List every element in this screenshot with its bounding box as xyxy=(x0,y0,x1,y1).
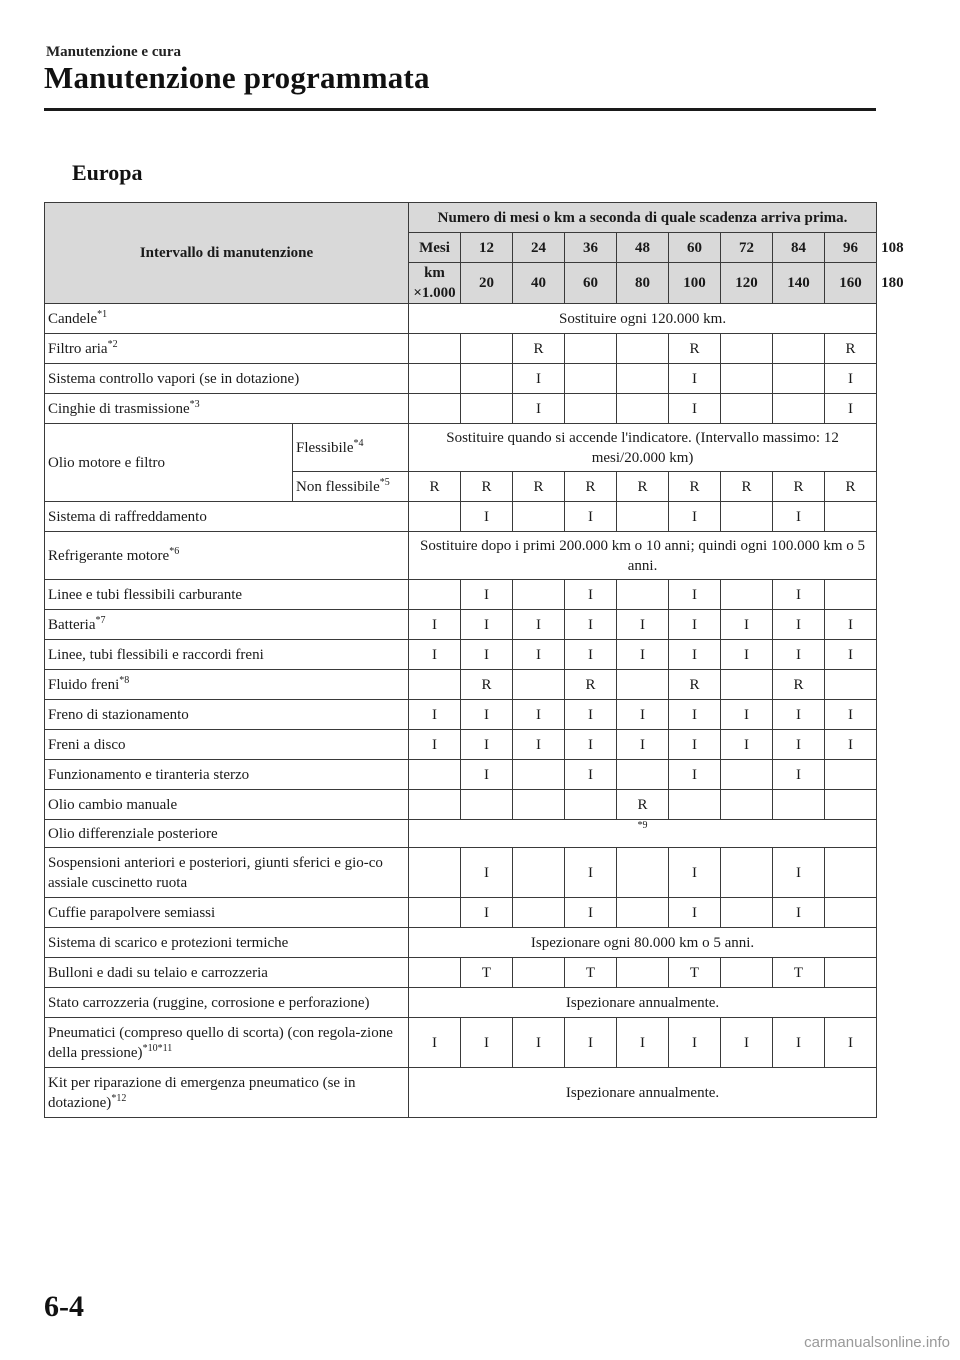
item-label xyxy=(45,394,409,424)
schedule-cell xyxy=(721,848,773,898)
page-number: 6-4 xyxy=(44,1290,84,1323)
schedule-cell: I xyxy=(669,610,721,640)
schedule-cell xyxy=(513,502,565,532)
schedule-cell xyxy=(513,670,565,700)
schedule-cell: I xyxy=(825,700,877,730)
schedule-cell xyxy=(513,958,565,988)
schedule-cell: I xyxy=(617,730,669,760)
schedule-cell: I xyxy=(721,610,773,640)
month-cell: 60 xyxy=(669,233,721,263)
table-row xyxy=(45,988,877,1018)
footnote-ref: *3 xyxy=(189,398,200,410)
schedule-cell xyxy=(773,334,825,364)
table-row xyxy=(45,848,877,898)
item-label-text: Refrigerante motore xyxy=(48,547,170,564)
footnote-ref: *8 xyxy=(119,674,130,686)
schedule-cell xyxy=(721,394,773,424)
table-row xyxy=(45,532,877,580)
footnote-ref: *6 xyxy=(169,545,180,557)
watermark: carmanualsonline.info xyxy=(804,1334,950,1351)
schedule-cell: I xyxy=(669,640,721,670)
schedule-cell: I xyxy=(617,1018,669,1068)
schedule-cell: I xyxy=(409,640,461,670)
schedule-cell: I xyxy=(565,610,617,640)
item-label xyxy=(45,848,409,898)
month-cell: 48 xyxy=(617,233,669,263)
schedule-cell: I xyxy=(461,580,513,610)
schedule-cell xyxy=(617,394,669,424)
footnote-ref: *4 xyxy=(353,437,364,449)
schedule-cell xyxy=(825,790,877,820)
footnote-ref: *2 xyxy=(107,338,118,350)
schedule-cell: I xyxy=(461,898,513,928)
schedule-cell: R xyxy=(669,670,721,700)
schedule-cell: I xyxy=(461,1018,513,1068)
item-label-text: Fluido freni xyxy=(48,676,120,693)
schedule-cell: R xyxy=(825,334,877,364)
schedule-cell: I xyxy=(669,364,721,394)
item-label xyxy=(45,1018,409,1068)
table-row xyxy=(45,928,877,958)
km-cell: 140 xyxy=(773,263,825,304)
schedule-cell: I xyxy=(513,640,565,670)
schedule-cell xyxy=(565,364,617,394)
schedule-cell: R xyxy=(617,790,669,820)
schedule-cell: I xyxy=(825,394,877,424)
schedule-cell: I xyxy=(825,730,877,760)
schedule-cell: R xyxy=(669,472,721,502)
schedule-cell xyxy=(617,958,669,988)
month-cell: 36 xyxy=(565,233,617,263)
item-label xyxy=(45,640,409,670)
schedule-cell: T xyxy=(565,958,617,988)
table-row xyxy=(45,790,877,820)
table-row xyxy=(45,610,877,640)
schedule-cell xyxy=(825,502,877,532)
page-title: Manutenzione programmata xyxy=(44,60,430,95)
schedule-cell: I xyxy=(565,730,617,760)
item-label-text: Candele xyxy=(48,310,98,327)
schedule-cell: R xyxy=(513,334,565,364)
item-label xyxy=(45,820,409,848)
schedule-cell: I xyxy=(669,1018,721,1068)
month-cell: 72 xyxy=(721,233,773,263)
schedule-cell: I xyxy=(773,1018,825,1068)
table-row xyxy=(45,820,877,848)
schedule-cell: I xyxy=(721,700,773,730)
span-cell xyxy=(409,820,877,848)
schedule-cell: R xyxy=(773,670,825,700)
table-row xyxy=(45,640,877,670)
schedule-cell xyxy=(773,790,825,820)
schedule-cell: I xyxy=(773,760,825,790)
item-label-text: Batteria xyxy=(48,616,96,633)
schedule-cell: I xyxy=(773,640,825,670)
month-cell: 12 xyxy=(461,233,513,263)
table-header xyxy=(45,203,904,304)
km-cell: 160 xyxy=(825,263,877,304)
schedule-cell xyxy=(409,958,461,988)
schedule-cell: I xyxy=(513,1018,565,1068)
schedule-cell: T xyxy=(773,958,825,988)
item-label xyxy=(45,1068,409,1118)
sub-label-text: Non flessibile xyxy=(296,478,380,495)
km-cell: 100 xyxy=(669,263,721,304)
item-label-text: Kit per riparazione di emergenza pneumatico (se in dotazione) xyxy=(48,1074,356,1111)
item-label xyxy=(45,670,409,700)
item-label xyxy=(45,928,409,958)
schedule-cell: I xyxy=(565,640,617,670)
item-label-text: Olio differenziale posteriore xyxy=(48,825,218,842)
schedule-cell: T xyxy=(669,958,721,988)
schedule-cell: I xyxy=(669,502,721,532)
schedule-cell: I xyxy=(825,1018,877,1068)
schedule-cell: I xyxy=(617,610,669,640)
schedule-cell: I xyxy=(409,1018,461,1068)
schedule-cell xyxy=(825,848,877,898)
schedule-cell xyxy=(617,760,669,790)
schedule-cell: I xyxy=(461,848,513,898)
table-row xyxy=(45,730,877,760)
schedule-cell xyxy=(721,670,773,700)
schedule-cell: I xyxy=(721,730,773,760)
schedule-cell: I xyxy=(773,898,825,928)
schedule-cell: I xyxy=(461,640,513,670)
maintenance-table xyxy=(44,202,904,1118)
schedule-cell: I xyxy=(669,700,721,730)
item-label xyxy=(45,760,409,790)
item-label xyxy=(45,700,409,730)
km-cell: 40 xyxy=(513,263,565,304)
schedule-cell: I xyxy=(825,364,877,394)
item-label xyxy=(45,580,409,610)
schedule-cell: I xyxy=(565,848,617,898)
km-cell: 60 xyxy=(565,263,617,304)
km-cell: 120 xyxy=(721,263,773,304)
schedule-cell: I xyxy=(565,580,617,610)
schedule-cell: I xyxy=(409,610,461,640)
schedule-cell xyxy=(409,670,461,700)
schedule-cell xyxy=(617,502,669,532)
schedule-cell: I xyxy=(461,610,513,640)
schedule-cell: I xyxy=(773,580,825,610)
table-row xyxy=(45,700,877,730)
item-label-text: Sospensioni anteriori e posteriori, giunti sferici e gio-co assiale cuscinetto ruota xyxy=(48,854,383,891)
schedule-cell xyxy=(721,898,773,928)
sub-label-text: Flessibile xyxy=(296,439,354,456)
table-body xyxy=(45,304,877,1118)
schedule-cell: I xyxy=(617,700,669,730)
schedule-cell: I xyxy=(773,610,825,640)
section-label: Manutenzione e cura xyxy=(46,44,181,60)
schedule-cell: I xyxy=(565,502,617,532)
sub-item-label xyxy=(293,424,409,472)
footnote-ref: *1 xyxy=(97,308,108,320)
schedule-cell xyxy=(513,580,565,610)
interval-header: Intervallo di manutenzione xyxy=(45,203,409,304)
schedule-cell xyxy=(721,502,773,532)
item-label xyxy=(45,730,409,760)
schedule-cell: I xyxy=(461,700,513,730)
schedule-cell: I xyxy=(825,640,877,670)
schedule-cell xyxy=(773,364,825,394)
item-label xyxy=(45,304,409,334)
schedule-cell: I xyxy=(461,502,513,532)
schedule-cell xyxy=(565,394,617,424)
schedule-cell xyxy=(617,670,669,700)
item-label xyxy=(45,790,409,820)
item-label xyxy=(45,610,409,640)
table-row xyxy=(45,304,877,334)
item-label-text: Filtro aria xyxy=(48,340,108,357)
table-row xyxy=(45,670,877,700)
footnote-ref: *9 xyxy=(637,820,648,831)
schedule-cell: I xyxy=(565,898,617,928)
footnote-ref: *10*11 xyxy=(142,1042,173,1054)
schedule-cell xyxy=(409,502,461,532)
schedule-cell: I xyxy=(721,1018,773,1068)
schedule-header: Numero di mesi o km a seconda di quale scadenza arriva prima. xyxy=(409,203,877,233)
item-label xyxy=(45,502,409,532)
schedule-cell: R xyxy=(825,472,877,502)
item-label-text: Cuffie parapolvere semiassi xyxy=(48,904,216,921)
schedule-cell xyxy=(617,334,669,364)
schedule-cell xyxy=(461,364,513,394)
schedule-cell: R xyxy=(565,670,617,700)
schedule-cell: R xyxy=(565,472,617,502)
schedule-cell xyxy=(513,848,565,898)
schedule-cell: R xyxy=(669,334,721,364)
schedule-cell: I xyxy=(669,898,721,928)
item-label: Olio motore e filtro xyxy=(45,424,293,502)
schedule-cell: R xyxy=(513,472,565,502)
schedule-cell: I xyxy=(773,700,825,730)
schedule-cell: T xyxy=(461,958,513,988)
schedule-cell: I xyxy=(773,848,825,898)
span-cell: Ispezionare annualmente. xyxy=(409,1068,877,1118)
schedule-cell xyxy=(409,364,461,394)
schedule-cell xyxy=(409,580,461,610)
schedule-cell: I xyxy=(669,848,721,898)
footnote-ref: *12 xyxy=(111,1092,127,1104)
item-label-text: Sistema controllo vapori (se in dotazione) xyxy=(48,370,300,387)
table-row xyxy=(45,760,877,790)
schedule-cell: R xyxy=(461,670,513,700)
schedule-cell xyxy=(669,790,721,820)
schedule-cell: I xyxy=(513,364,565,394)
schedule-cell xyxy=(409,760,461,790)
schedule-cell: I xyxy=(669,730,721,760)
title-rule xyxy=(44,108,876,111)
schedule-cell xyxy=(721,760,773,790)
schedule-cell: I xyxy=(513,610,565,640)
item-label xyxy=(45,364,409,394)
schedule-cell: I xyxy=(773,502,825,532)
schedule-cell xyxy=(513,898,565,928)
table-row xyxy=(45,364,877,394)
schedule-cell xyxy=(617,580,669,610)
table-row xyxy=(45,580,877,610)
schedule-cell xyxy=(825,898,877,928)
months-label: Mesi xyxy=(409,233,461,263)
schedule-cell xyxy=(721,790,773,820)
item-label-text: Pneumatici (compreso quello di scorta) (con regola-zione della pressione) xyxy=(48,1024,393,1061)
schedule-cell xyxy=(825,958,877,988)
schedule-cell xyxy=(721,364,773,394)
km-cell: 20 xyxy=(461,263,513,304)
km-row: km ×1.000 20 40 60 80 100 120 140 160 180 xyxy=(45,263,877,304)
schedule-cell xyxy=(617,898,669,928)
table-row xyxy=(45,394,877,424)
table-row xyxy=(45,1068,877,1118)
footnote-ref: *5 xyxy=(379,476,390,488)
table-row xyxy=(45,958,877,988)
month-cell: 84 xyxy=(773,233,825,263)
schedule-cell xyxy=(565,334,617,364)
footnote-ref: *7 xyxy=(95,614,106,626)
schedule-cell: I xyxy=(513,700,565,730)
schedule-cell xyxy=(721,580,773,610)
schedule-cell: I xyxy=(565,1018,617,1068)
km-label: km ×1.000 xyxy=(409,263,461,304)
schedule-cell xyxy=(825,760,877,790)
item-label-text: Linee e tubi flessibili carburante xyxy=(48,586,243,603)
schedule-cell xyxy=(773,394,825,424)
item-label xyxy=(45,334,409,364)
schedule-cell: I xyxy=(669,394,721,424)
schedule-cell xyxy=(409,898,461,928)
schedule-cell: I xyxy=(669,580,721,610)
span-cell: Ispezionare annualmente. xyxy=(409,988,877,1018)
schedule-cell: I xyxy=(409,700,461,730)
schedule-cell xyxy=(721,958,773,988)
schedule-cell xyxy=(461,394,513,424)
schedule-cell: R xyxy=(773,472,825,502)
schedule-cell: R xyxy=(721,472,773,502)
schedule-cell xyxy=(825,580,877,610)
schedule-cell: I xyxy=(617,640,669,670)
item-label-text: Bulloni e dadi su telaio e carrozzeria xyxy=(48,964,268,981)
schedule-cell: I xyxy=(565,700,617,730)
item-label-text: Sistema di raffreddamento xyxy=(48,508,207,525)
span-cell: Ispezionare ogni 80.000 km o 5 anni. xyxy=(409,928,877,958)
item-label-text: Funzionamento e tiranteria sterzo xyxy=(48,766,250,783)
schedule-cell xyxy=(513,790,565,820)
schedule-cell xyxy=(825,670,877,700)
item-label-text: Linee, tubi flessibili e raccordi freni xyxy=(48,646,264,663)
km-cell: 80 xyxy=(617,263,669,304)
schedule-cell: I xyxy=(461,730,513,760)
region-heading: Europa xyxy=(72,160,143,185)
schedule-cell xyxy=(409,394,461,424)
schedule-cell xyxy=(409,848,461,898)
schedule-cell: I xyxy=(513,394,565,424)
schedule-cell xyxy=(617,848,669,898)
schedule-cell xyxy=(721,334,773,364)
item-label xyxy=(45,988,409,1018)
month-cell: 24 xyxy=(513,233,565,263)
schedule-cell: I xyxy=(409,730,461,760)
item-label-text: Stato carrozzeria (ruggine, corrosione e perforazione) xyxy=(48,994,370,1011)
schedule-cell: I xyxy=(721,640,773,670)
item-label xyxy=(45,532,409,580)
schedule-cell xyxy=(461,334,513,364)
schedule-cell: I xyxy=(825,610,877,640)
months-row: Mesi 12 24 36 48 60 72 84 96 108 xyxy=(45,233,877,263)
schedule-cell xyxy=(409,790,461,820)
table-row xyxy=(45,502,877,532)
schedule-cell: I xyxy=(773,730,825,760)
schedule-cell xyxy=(461,790,513,820)
span-cell: Sostituire ogni 120.000 km. xyxy=(409,304,877,334)
table-row xyxy=(45,898,877,928)
schedule-cell: R xyxy=(461,472,513,502)
schedule-cell xyxy=(617,364,669,394)
schedule-cell: I xyxy=(513,730,565,760)
item-label-text: Freno di stazionamento xyxy=(48,706,189,723)
span-cell: Sostituire quando si accende l'indicatore. (Intervallo massimo: 12 mesi/20.000 km) xyxy=(409,424,877,472)
schedule-cell: I xyxy=(565,760,617,790)
item-label-text: Sistema di scarico e protezioni termiche xyxy=(48,934,289,951)
item-label-text: Cinghie di trasmissione xyxy=(48,400,190,417)
span-cell: Sostituire dopo i primi 200.000 km o 10 anni; quindi ogni 100.000 km o 5 anni. xyxy=(409,532,877,580)
schedule-cell xyxy=(409,334,461,364)
schedule-cell: I xyxy=(461,760,513,790)
sub-item-label xyxy=(293,472,409,502)
item-label xyxy=(45,898,409,928)
schedule-cell: R xyxy=(617,472,669,502)
table-row xyxy=(45,334,877,364)
schedule-cell: R xyxy=(409,472,461,502)
schedule-cell xyxy=(565,790,617,820)
table-row xyxy=(45,1018,877,1068)
table-row xyxy=(45,424,877,472)
item-label-text: Freni a disco xyxy=(48,736,126,753)
item-label-text: Olio cambio manuale xyxy=(48,796,178,813)
schedule-cell: I xyxy=(669,760,721,790)
item-label xyxy=(45,958,409,988)
schedule-cell xyxy=(513,760,565,790)
month-cell: 96 xyxy=(825,233,877,263)
